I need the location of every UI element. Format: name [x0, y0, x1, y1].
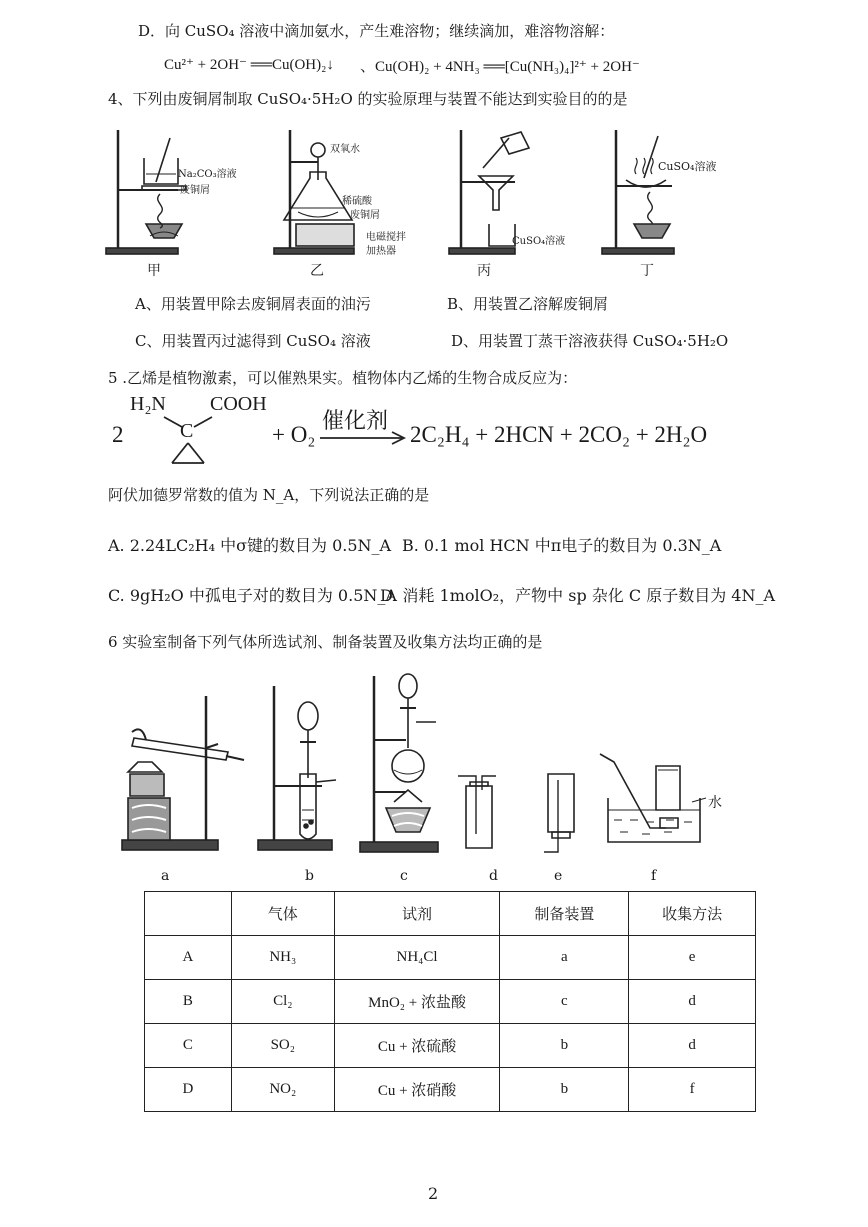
q4-caption-yi: 乙	[310, 263, 324, 279]
page-number: 2	[428, 1184, 439, 1203]
q5-carbon: C	[180, 420, 194, 442]
table-row	[145, 1024, 756, 1068]
q4-label-bing-cuso4: CuSO₄溶液	[512, 236, 566, 247]
q5-catalyst: 催化剂	[322, 409, 389, 434]
q5-coefficient: 2	[112, 422, 124, 447]
q4-label-h2o2: 双氧水	[330, 144, 360, 155]
q4-caption-ding: 丁	[640, 263, 654, 279]
q5-avogadro-line: 阿伏加德罗常数的值为 N_A，下列说法正确的是	[108, 486, 430, 504]
q6-apparatus-f	[594, 750, 714, 850]
q6-stem: 6 实验室制备下列气体所选试剂、制备装置及收集方法均正确的是	[108, 633, 543, 651]
q5-option-c: C. 9gH₂O 中孤电子对的数目为 0.5N_A	[108, 586, 397, 605]
q4-option-c: C、用装置丙过滤得到 CuSO₄ 溶液	[135, 332, 371, 350]
table-cell: NO₂	[231, 1068, 334, 1112]
q6-apparatus-a	[118, 688, 258, 858]
q5-products: 2C₂H₄ + 2HCN + 2CO₂ + 2H₂O	[410, 422, 708, 447]
table-cell: d	[629, 1024, 756, 1068]
table-cell: e	[629, 936, 756, 980]
q6-caption-b: b	[305, 868, 314, 884]
table-cell: B	[145, 980, 232, 1024]
table-cell: a	[500, 936, 629, 980]
q5-stem: 5 .乙烯是植物激素，可以催熟果实。植物体内乙烯的生物合成反应为：	[108, 369, 578, 387]
table-header-row	[145, 892, 756, 936]
table-cell: MnO₂ + 浓盐酸	[334, 980, 500, 1024]
q4-caption-bing: 丙	[477, 263, 491, 279]
table-cell: d	[629, 980, 756, 1024]
q3-equation-1: Cu²⁺ + 2OH⁻ ══Cu(OH)₂↓	[164, 57, 334, 73]
q6-table	[144, 891, 756, 1112]
q6-caption-d: d	[489, 868, 498, 884]
q6-apparatus-e	[536, 768, 580, 858]
table-cell: NH₃	[231, 936, 334, 980]
q6-caption-f: f	[651, 868, 657, 884]
q5-reaction-arrow	[320, 432, 406, 444]
q6-caption-c: c	[400, 868, 408, 884]
q5-option-d: D. 消耗 1molO₂，产物中 sp 杂化 C 原子数目为 4N_A	[380, 586, 776, 605]
q4-label-yi-copper: 废铜屑	[350, 210, 380, 221]
q6-apparatus-d	[456, 768, 506, 854]
table-header-cell: 气体	[231, 892, 334, 936]
q4-apparatus-ding	[598, 128, 688, 258]
table-row	[145, 936, 756, 980]
table-cell: Cl₂	[231, 980, 334, 1024]
table-header-cell: 制备装置	[500, 892, 629, 936]
q6-apparatus-b	[254, 680, 344, 860]
q4-option-b: B、用装置乙溶解废铜屑	[447, 295, 609, 313]
q3-option-d-text: D．向 CuSO₄ 溶液中滴加氨水，产生难溶物；继续滴加，难溶物溶解：	[138, 22, 615, 40]
table-cell: b	[500, 1024, 629, 1068]
table-cell: c	[500, 980, 629, 1024]
q5-structure-bonds	[150, 405, 240, 465]
table-cell: Cu + 浓硝酸	[334, 1068, 500, 1112]
table-cell: Cu + 浓硫酸	[334, 1024, 500, 1068]
q4-option-d: D、用装置丁蒸干溶液获得 CuSO₄·5H₂O	[451, 332, 729, 350]
q4-stem: 4、下列由废铜屑制取 CuSO₄·5H₂O 的实验原理与装置不能达到实验目的的是	[108, 90, 628, 108]
table-cell: SO₂	[231, 1024, 334, 1068]
table-row	[145, 980, 756, 1024]
q4-label-jia-copper: 废铜屑	[180, 185, 210, 196]
q5-h2n: H₂N	[130, 393, 166, 415]
table-row	[145, 1068, 756, 1112]
q5-option-a: A. 2.24LC₂H₄ 中σ键的数目为 0.5N_A	[108, 536, 392, 555]
table-cell: f	[629, 1068, 756, 1112]
q5-cooh: COOH	[210, 393, 267, 415]
q5-option-b: B. 0.1 mol HCN 中π电子的数目为 0.3N_A	[402, 536, 722, 555]
q4-label-dilute-h2so4: 稀硫酸	[342, 196, 372, 207]
table-cell: b	[500, 1068, 629, 1112]
table-cell: NH₄Cl	[334, 936, 500, 980]
q3-equation-2: 、Cu(OH)₂ + 4NH₃ ══[Cu(NH₃)₄]²⁺ + 2OH⁻	[360, 59, 640, 75]
q4-caption-jia: 甲	[147, 263, 161, 279]
q4-option-a: A、用装置甲除去废铜屑表面的油污	[135, 295, 371, 313]
q5-plus-o2: + O₂	[272, 422, 316, 447]
q6-caption-a: a	[161, 868, 170, 884]
table-header-cell: 试剂	[334, 892, 500, 936]
table-header-cell	[145, 892, 232, 936]
q4-label-na2co3: Na₂CO₃溶液	[178, 169, 237, 180]
table-cell: D	[145, 1068, 232, 1112]
q4-label-heater: 加热器	[366, 246, 396, 257]
q6-caption-e: e	[554, 868, 563, 884]
q4-label-stirrer: 电磁搅拌	[366, 232, 406, 243]
table-cell: A	[145, 936, 232, 980]
q4-label-ding-cuso4: CuSO₄溶液	[658, 160, 717, 173]
table-header-cell: 收集方法	[629, 892, 756, 936]
q6-water-label: 水	[708, 795, 722, 811]
table-cell: C	[145, 1024, 232, 1068]
q6-apparatus-c	[356, 668, 446, 858]
